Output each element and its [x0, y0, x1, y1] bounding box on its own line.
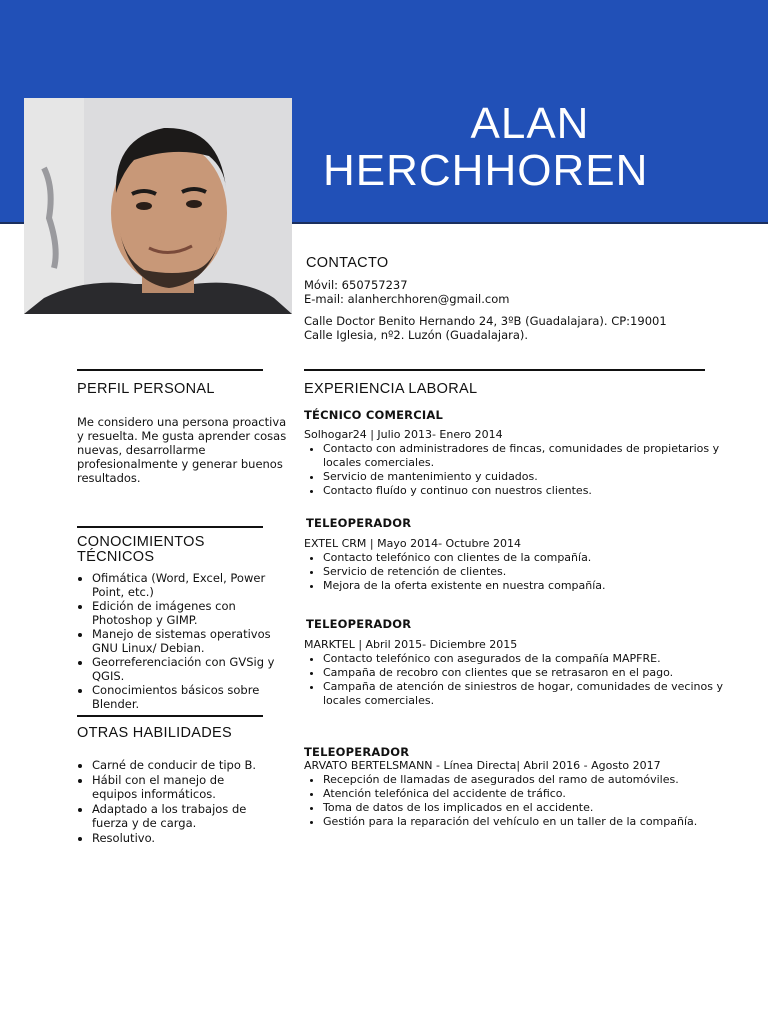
list-item: • Hábil con el manejo de equipos informáticos.	[92, 773, 257, 801]
list-item: • Carné de conducir de tipo B.	[92, 758, 257, 772]
profile-photo	[24, 98, 292, 314]
list-item: • Georreferenciación con GVSig y QGIS.	[92, 655, 297, 683]
list-item: • Contacto fluído y continuo con nuestros clientes.	[323, 484, 734, 498]
job-2	[306, 516, 736, 593]
list-item: • Contacto telefónico con asegurados de la compañía MAPFRE.	[323, 652, 736, 666]
skills-heading: CONOCIMIENTOS TÉCNICOS	[77, 534, 205, 565]
contact-address-1: Calle Doctor Benito Hernando 24, 3ºB (Guadalajara). CP:19001	[304, 314, 667, 328]
list-item: • Edición de imágenes con Photoshop y GIMP.	[92, 599, 297, 627]
job-1	[304, 408, 734, 498]
job-title: TELEOPERADOR	[306, 617, 412, 631]
list-item: • Conocimientos básicos sobre Blender.	[92, 683, 297, 711]
list-item: • Resolutivo.	[92, 831, 257, 845]
job-title: TELEOPERADOR	[306, 516, 412, 530]
list-item: • Gestión para la reparación del vehículo en un taller de la compañía.	[323, 815, 734, 829]
skills-rule	[77, 526, 263, 528]
profile-text: Me considero una persona proactiva y resuelta. Me gusta aprender cosas nuevas, desarrollarme profesionalmente y generar buenos resultados.	[77, 415, 287, 485]
profile-heading: PERFIL PERSONAL	[77, 381, 215, 397]
other-list	[77, 758, 257, 845]
contact-phone: Móvil: 650757237	[304, 278, 408, 292]
list-item: • Adaptado a los trabajos de fuerza y de carga.	[92, 802, 257, 830]
list-item: • Ofimática (Word, Excel, Power Point, etc.)	[92, 571, 297, 599]
list-item: • Contacto telefónico con clientes de la compañía.	[323, 551, 736, 565]
list-item: • Toma de datos de los implicados en el accidente.	[323, 801, 734, 815]
list-item: • Servicio de mantenimiento y cuidados.	[323, 470, 734, 484]
contact-heading: CONTACTO	[306, 255, 389, 271]
contact-address-2: Calle Iglesia, nº2. Luzón (Guadalajara).	[304, 328, 529, 342]
list-item: • Contacto con administradores de fincas, comunidades de propietarios y locales comerciales.	[323, 442, 734, 470]
job-meta: ARVATO BERTELSMANN - Línea Directa| Abril 2016 - Agosto 2017	[304, 759, 661, 772]
list-item: • Campaña de recobro con clientes que se retrasaron en el pago.	[323, 666, 736, 680]
contact-email: E-mail: alanherchhoren@gmail.com	[304, 292, 510, 306]
list-item: • Servicio de retención de clientes.	[323, 565, 736, 579]
experience-heading: EXPERIENCIA LABORAL	[304, 381, 478, 397]
job-4	[304, 745, 734, 829]
portrait-image	[24, 98, 292, 314]
other-heading: OTRAS HABILIDADES	[77, 725, 232, 741]
job-3	[306, 617, 736, 708]
last-name: HERCHHOREN	[323, 146, 649, 195]
other-rule	[77, 715, 263, 717]
list-item: • Campaña de atención de siniestros de hogar, comunidades de vecinos y locales comerciales.	[323, 680, 736, 708]
skills-list	[77, 571, 297, 711]
candidate-name	[300, 100, 760, 194]
profile-rule	[77, 369, 263, 371]
list-item: • Mejora de la oferta existente en nuestra compañía.	[323, 579, 736, 593]
job-meta: MARKTEL | Abril 2015- Diciembre 2015	[304, 638, 518, 651]
job-title: TÉCNICO COMERCIAL	[304, 408, 443, 422]
job-title: TELEOPERADOR	[304, 745, 410, 759]
job-meta: EXTEL CRM | Mayo 2014- Octubre 2014	[304, 537, 522, 550]
list-item: • Manejo de sistemas operativos GNU Linux/ Debian.	[92, 627, 297, 655]
contact-block	[304, 278, 744, 342]
list-item: • Atención telefónica del accidente de tráfico.	[323, 787, 734, 801]
job-meta: Solhogar24 | Julio 2013- Enero 2014	[304, 428, 503, 441]
list-item: • Recepción de llamadas de asegurados del ramo de automóviles.	[323, 773, 734, 787]
first-name: ALAN	[470, 99, 590, 148]
experience-rule	[304, 369, 705, 371]
